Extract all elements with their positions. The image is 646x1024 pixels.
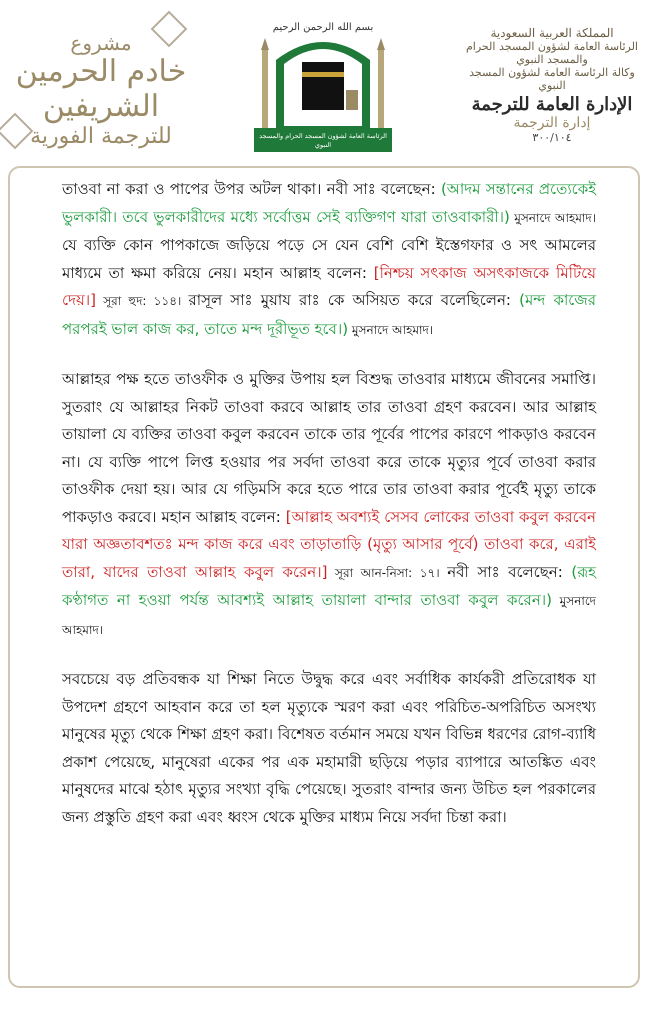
source-citation: মুসনাদে আহমাদ। xyxy=(348,322,434,337)
quran-quote: [আল্লাহ অবশ্যই সেসব লোকের তাওবা কবুল করবেন যারা অজ্ঞতাবশতঃ মন্দ কাজ করে এবং তাড়াতাড়ি (মৃত্যু আসার পূর্বে) তাওবা করে, এরাই তারা, যাদের তাওবা আল্লাহ কবুল করেন।] xyxy=(62,507,597,581)
letterhead-country: المملكة العربية السعودية xyxy=(490,26,614,40)
haramain-emblem xyxy=(254,22,392,154)
article-body xyxy=(62,176,596,853)
hadith-quote: (রূহ কণ্ঠাগত না হওয়া পর্যন্ত আবশ্যই আল্লাহ তায়ালা বান্দার তাওবা কবুল করেন।) xyxy=(62,562,596,609)
quran-quote: [নিশ্চয় সৎকাজ অসৎকাজকে মিটিয়ে দেয়।] xyxy=(62,263,596,309)
paragraph xyxy=(62,176,596,344)
letterhead-department: الإدارة العامة للترجمة xyxy=(471,94,633,115)
letterhead-presidency: الرئاسة العامة لشؤون المسجد الحرام والمسجد النبوي xyxy=(466,40,638,66)
emblem-banner-text: الرئاسة العامة لشؤون المسجد الحرام والمسجد النبوي xyxy=(259,132,387,149)
body-text: নবী সাঃ বলেছেন: xyxy=(447,562,572,581)
letterhead-division: إدارة الترجمة xyxy=(513,115,591,131)
hadith-quote: (আদম সন্তানের প্রত্যেকেই ভুলকারী। তবে ভুলকারীদের মধ্যে সর্বোত্তম সেই ব্যক্তিগণ যারা তাওবাকারী।) xyxy=(62,180,597,226)
presidency-letterhead xyxy=(462,26,642,166)
page-header xyxy=(0,0,646,160)
project-logo-line2: خادم الحرمين الشريفين xyxy=(15,54,187,124)
letterhead-agency: وكالة الرئاسة العامة لشؤون المسجد النبوي xyxy=(469,66,635,92)
body-text: তাওবা না করা ও পাপের উপর অটল থাকা। নবী সাঃ বলেছেন: xyxy=(62,180,441,198)
source-citation: সূরা আন-নিসা: ১৭। xyxy=(327,565,448,580)
project-logo-line1: مشروع xyxy=(70,31,132,55)
source-citation: সূরা হুদ: ১১৪। xyxy=(96,294,189,308)
hadith-quote: (মন্দ কাজের পরপরই ভাল কাজ কর, তাতে মন্দ দূরীভূত হবে।) xyxy=(62,291,596,338)
body-text: সবচেয়ে বড় প্রতিবন্ধক যা শিক্ষা নিতে উদ্বুদ্ধ করে এবং সর্বাধিক কার্যকরী প্রতিরোধক যা উপদেশ গ্রহণে আহবান করে তা হল মৃত্যুকে স্মরণ করা এবং পরিচিত-অপরিচিত অসংখ্য মানুষের মৃত্যু থেকে শিক্ষা গ্রহণ করা। বিশেষত বর্তমান সময়ে যখন বিভিন্ন ধরণের রোগ-ব্যাধি প্রকাশ পেয়েছে, মানুষেরা একের পর এক মহামারী ছড়িয়ে পড়ার ব্যাপারে আতঙ্কিত এবং মানুষদের মাঝে হঠাৎ মৃত্যুর সংখ্যা বৃদ্ধি পেয়েছে। সুতরাং বান্দার জন্য উচিত হল পরকালের জন্য প্রস্তুতি গ্রহণ করা এবং ধ্বংস থেকে মুক্তির মাধ্যম নিয়ে সর্বদা চিন্তা করা। xyxy=(62,670,596,826)
basmala-text: بسم الله الرحمن الرحيم xyxy=(272,22,374,33)
source-citation: মুসনাদে আহমাদ। xyxy=(62,594,596,637)
letterhead-number: ٣٠٠/١٠٤ xyxy=(532,131,572,144)
paragraph xyxy=(62,666,596,831)
body-text: আল্লাহর পক্ষ হতে তাওফীক ও মুক্তির উপায় হল বিশুদ্ধ তাওবার মাধ্যমে জীবনের সমাপ্তি। সুতরাং যে আল্লাহর নিকট তাওবা করবে আল্লাহ তার তাওবা গ্রহণ করবেন। আর আল্লাহ তায়ালা যে ব্যক্তির তাওবা কবুল করবেন তাকে তার পূর্বের পাপের কারণে পাকড়াও করবেন না। যে ব্যক্তি পাপে লিপ্ত হওয়ার পর সর্বদা তাওবা করে তাকে মৃত্যুর পূর্বে তাওবা করার তাওফীক দেয়া হয়। আর যে গড়িমসি করে হতে পারে তার তাওবা করার পূর্বেই মৃত্যু তাকে পাকড়াও করবে। মহান আল্লাহ বলেন: xyxy=(62,370,596,526)
body-text: রাসূল সাঃ মুয়ায রাঃ কে অসিয়ত করে বলেছিলেন: xyxy=(188,291,520,309)
source-citation: মুসনাদে আহমাদ। xyxy=(509,210,596,225)
body-text: যে ব্যক্তি কোন পাপকাজে জড়িয়ে পড়ে সে যেন বেশি বেশি ইস্তেগফার ও সৎ আমলের মাধ্যমে তা ক্ষমা করিয়ে নেয়। মহান আল্লাহ বলেন: xyxy=(62,236,596,282)
paragraph xyxy=(62,366,596,644)
project-logo xyxy=(6,32,196,152)
project-logo-line3: للترجمة الفورية xyxy=(30,124,172,149)
